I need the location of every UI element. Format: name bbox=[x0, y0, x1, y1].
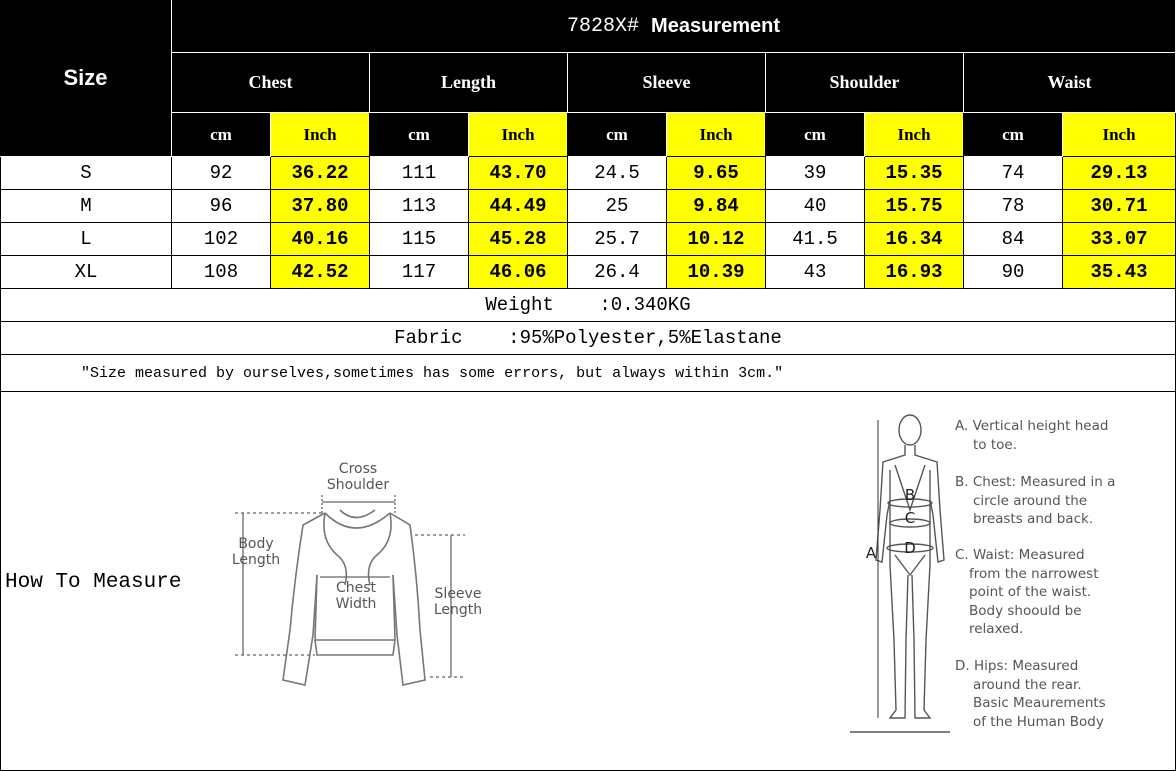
legend-c-line5: relaxed. bbox=[969, 621, 1024, 637]
sleeve-length-line2: Length bbox=[433, 602, 483, 618]
value-inch-cell: 29.13 bbox=[1063, 157, 1176, 190]
unit-cm: cm bbox=[172, 113, 271, 157]
size-cell: L bbox=[0, 223, 172, 256]
value-cm-cell: 41.5 bbox=[766, 223, 865, 256]
body-length-label bbox=[228, 536, 284, 568]
legend-d-line4: of the Human Body bbox=[973, 713, 1104, 730]
value-inch-cell: 45.28 bbox=[469, 223, 568, 256]
size-header: Size bbox=[0, 0, 172, 157]
measure-legend-a bbox=[955, 417, 1155, 454]
legend-d-line3: Basic Meaurements bbox=[973, 695, 1106, 711]
value-cm-cell: 113 bbox=[370, 190, 469, 223]
column-header-sleeve: Sleeve bbox=[568, 53, 766, 113]
value-inch-cell: 10.12 bbox=[667, 223, 766, 256]
value-inch-cell: 16.93 bbox=[865, 256, 964, 289]
legend-b-line1: B. Chest: Measured in a bbox=[955, 474, 1116, 490]
value-cm-cell: 39 bbox=[766, 157, 865, 190]
chest-width-line2: Width bbox=[335, 596, 377, 612]
legend-c-line2: from the narrowest bbox=[969, 565, 1099, 582]
value-cm-cell: 43 bbox=[766, 256, 865, 289]
chart-title bbox=[172, 0, 1176, 53]
title-model: 7828X# bbox=[567, 14, 640, 38]
value-cm-cell: 25.7 bbox=[568, 223, 667, 256]
how-to-measure-label: How To Measure bbox=[5, 571, 182, 594]
value-inch-cell: 35.43 bbox=[1063, 256, 1176, 289]
unit-inch: Inch bbox=[469, 113, 568, 157]
value-inch-cell: 16.34 bbox=[865, 223, 964, 256]
value-cm-cell: 40 bbox=[766, 190, 865, 223]
unit-cm: cm bbox=[766, 113, 865, 157]
measure-legend-b bbox=[955, 473, 1155, 529]
legend-d-line2: around the rear. bbox=[973, 676, 1082, 693]
weight-row bbox=[0, 289, 1176, 322]
value-inch-cell: 43.70 bbox=[469, 157, 568, 190]
legend-a-line1: A. Vertical height head bbox=[955, 418, 1109, 434]
value-inch-cell: 37.80 bbox=[271, 190, 370, 223]
column-header-length: Length bbox=[370, 53, 568, 113]
value-cm-cell: 24.5 bbox=[568, 157, 667, 190]
legend-b-line3: breasts and back. bbox=[973, 511, 1094, 527]
value-cm-cell: 108 bbox=[172, 256, 271, 289]
value-cm-cell: 78 bbox=[964, 190, 1063, 223]
measure-legend-c bbox=[955, 546, 1155, 639]
cross-shoulder-line1: Cross bbox=[338, 461, 378, 477]
note-row bbox=[0, 355, 1176, 392]
title-word: Measurement bbox=[651, 14, 780, 37]
value-inch-cell: 30.71 bbox=[1063, 190, 1176, 223]
weight-text: Weight :0.340KG bbox=[485, 294, 691, 316]
legend-c-line1: C. Waist: Measured bbox=[955, 547, 1085, 563]
column-header-waist: Waist bbox=[964, 53, 1176, 113]
value-inch-cell: 44.49 bbox=[469, 190, 568, 223]
value-cm-cell: 115 bbox=[370, 223, 469, 256]
value-inch-cell: 40.16 bbox=[271, 223, 370, 256]
value-inch-cell: 15.75 bbox=[865, 190, 964, 223]
legend-c-line4: Body shoould be bbox=[969, 602, 1082, 619]
unit-inch: Inch bbox=[667, 113, 766, 157]
value-inch-cell: 9.84 bbox=[667, 190, 766, 223]
body-letter-b: B bbox=[904, 486, 916, 504]
cross-shoulder-line2: Shoulder bbox=[326, 477, 390, 493]
value-cm-cell: 26.4 bbox=[568, 256, 667, 289]
body-figure-diagram bbox=[850, 410, 950, 735]
unit-inch: Inch bbox=[271, 113, 370, 157]
legend-d-line1: D. Hips: Measured bbox=[955, 658, 1079, 674]
fabric-row bbox=[0, 322, 1176, 355]
value-cm-cell: 92 bbox=[172, 157, 271, 190]
body-length-line1: Body bbox=[238, 536, 274, 552]
unit-inch: Inch bbox=[1063, 113, 1176, 157]
unit-cm: cm bbox=[964, 113, 1063, 157]
size-cell: M bbox=[0, 190, 172, 223]
unit-cm: cm bbox=[370, 113, 469, 157]
legend-b-line2: circle around the bbox=[973, 492, 1088, 509]
unit-cm: cm bbox=[568, 113, 667, 157]
value-inch-cell: 10.39 bbox=[667, 256, 766, 289]
sleeve-length-line1: Sleeve bbox=[434, 586, 482, 602]
size-cell: S bbox=[0, 157, 172, 190]
body-length-line2: Length bbox=[231, 552, 281, 568]
legend-c-line3: point of the waist. bbox=[969, 584, 1092, 600]
value-inch-cell: 33.07 bbox=[1063, 223, 1176, 256]
value-inch-cell: 9.65 bbox=[667, 157, 766, 190]
measure-legend-d bbox=[955, 657, 1155, 731]
body-letter-d: D bbox=[904, 539, 916, 557]
chest-width-label bbox=[326, 580, 386, 612]
value-cm-cell: 111 bbox=[370, 157, 469, 190]
value-cm-cell: 96 bbox=[172, 190, 271, 223]
value-inch-cell: 36.22 bbox=[271, 157, 370, 190]
body-letter-c: C bbox=[904, 509, 916, 527]
unit-inch: Inch bbox=[865, 113, 964, 157]
value-inch-cell: 42.52 bbox=[271, 256, 370, 289]
body-letter-a: A bbox=[865, 544, 877, 562]
column-header-shoulder: Shoulder bbox=[766, 53, 964, 113]
column-header-chest: Chest bbox=[172, 53, 370, 113]
note-text: "Size measured by ourselves,sometimes has some errors, but always within 3cm." bbox=[81, 364, 784, 382]
chest-width-line1: Chest bbox=[335, 580, 377, 596]
legend-a-line2: to toe. bbox=[973, 436, 1017, 453]
fabric-text: Fabric :95%Polyester,5%Elastane bbox=[394, 327, 782, 349]
cross-shoulder-label bbox=[320, 461, 396, 493]
size-cell: XL bbox=[0, 256, 172, 289]
value-inch-cell: 15.35 bbox=[865, 157, 964, 190]
value-inch-cell: 46.06 bbox=[469, 256, 568, 289]
value-cm-cell: 102 bbox=[172, 223, 271, 256]
value-cm-cell: 117 bbox=[370, 256, 469, 289]
value-cm-cell: 74 bbox=[964, 157, 1063, 190]
value-cm-cell: 84 bbox=[964, 223, 1063, 256]
value-cm-cell: 90 bbox=[964, 256, 1063, 289]
value-cm-cell: 25 bbox=[568, 190, 667, 223]
sleeve-length-label bbox=[428, 586, 488, 618]
